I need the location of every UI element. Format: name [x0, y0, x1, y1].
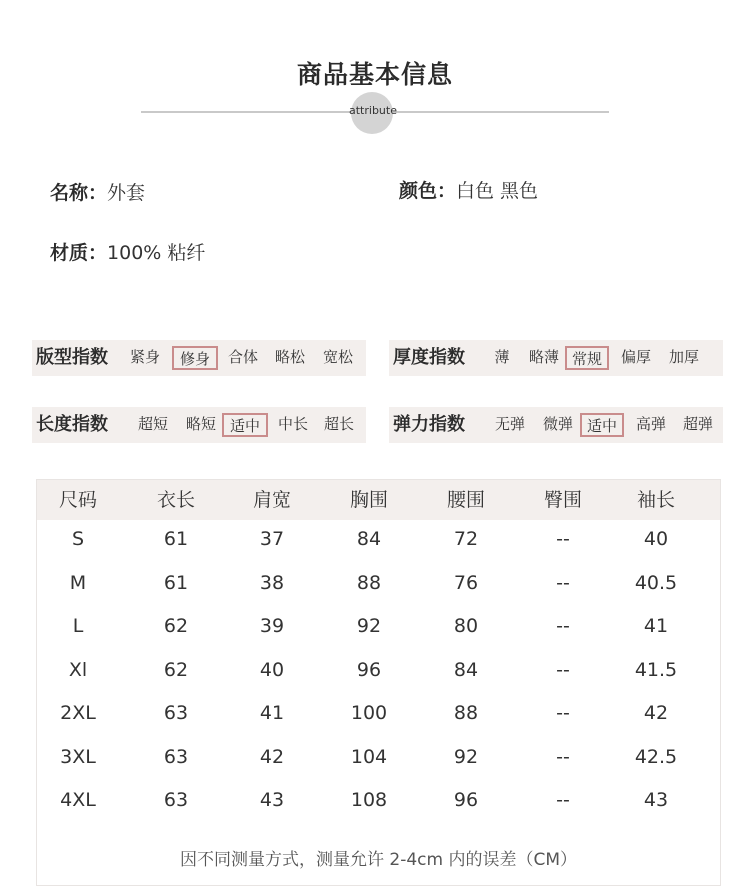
measurement-note: 因不同测量方式，测量允许 2-4cm 内的误差（CM） — [179, 850, 578, 870]
cell-chest: 96 — [356, 658, 382, 681]
cell-waist: 92 — [453, 745, 479, 768]
header-shoulder: 肩宽 — [252, 489, 291, 511]
cell-chest: 100 — [350, 702, 388, 724]
fit-option: 紧身 — [129, 348, 160, 366]
cell-sleeve: 40.5 — [634, 571, 678, 594]
cell-length: 61 — [163, 528, 189, 550]
cell-waist: 88 — [453, 702, 479, 724]
header-chest: 胸围 — [349, 489, 388, 511]
cell-sleeve: 42 — [643, 702, 669, 724]
cell-size: S — [71, 528, 85, 550]
header-waist: 腰围 — [446, 489, 485, 511]
thickness-option: 薄 — [494, 348, 510, 366]
header-length: 衣长 — [156, 489, 195, 511]
info-color — [399, 176, 538, 203]
cell-size: 4XL — [60, 789, 96, 811]
info-name-label: 名称： — [50, 182, 108, 204]
header-hip: 臀围 — [543, 489, 582, 511]
size-table — [36, 479, 721, 886]
elasticity-option: 无弹 — [494, 415, 525, 433]
header-size: 尺码 — [58, 489, 97, 511]
cell-shoulder: 37 — [259, 528, 285, 550]
cell-size: L — [72, 615, 84, 637]
cell-length: 63 — [163, 702, 189, 724]
cell-shoulder: 43 — [259, 789, 285, 811]
info-material-value: 100% 粘纤 — [107, 242, 206, 264]
cell-hip: -- — [556, 702, 570, 724]
fit-option: 宽松 — [322, 348, 353, 366]
header-sleeve: 袖长 — [636, 489, 675, 511]
cell-shoulder: 42 — [259, 745, 285, 768]
cell-length: 63 — [163, 745, 189, 768]
cell-size: M — [69, 571, 87, 594]
fit-option-selected: 修身 — [172, 346, 218, 370]
length-option: 超短 — [137, 415, 168, 433]
cell-shoulder: 40 — [259, 658, 285, 681]
length-option-selected: 适中 — [222, 413, 268, 437]
cell-hip: -- — [556, 615, 570, 637]
cell-waist: 80 — [453, 615, 479, 637]
cell-waist: 96 — [453, 789, 479, 811]
cell-hip: -- — [556, 571, 570, 594]
cell-chest: 84 — [356, 528, 382, 550]
info-color-value: 白色 黑色 — [456, 180, 539, 202]
fit-option: 合体 — [227, 348, 258, 366]
cell-hip: -- — [556, 658, 570, 681]
cell-waist: 84 — [453, 658, 479, 681]
page-title: 商品基本信息 — [296, 60, 453, 89]
cell-chest: 104 — [350, 745, 388, 768]
cell-sleeve: 43 — [643, 789, 669, 811]
size-table-header — [37, 480, 720, 520]
elasticity-option: 高弹 — [635, 415, 666, 433]
cell-waist: 72 — [453, 528, 479, 550]
cell-size: 3XL — [60, 745, 96, 768]
index-length — [32, 407, 366, 443]
cell-hip: -- — [556, 528, 570, 550]
cell-shoulder: 41 — [259, 702, 285, 724]
index-fit — [32, 340, 366, 376]
cell-length: 62 — [163, 615, 189, 637]
cell-chest: 88 — [356, 571, 382, 594]
cell-length: 61 — [163, 571, 189, 594]
cell-chest: 92 — [356, 615, 382, 637]
cell-chest: 108 — [350, 789, 388, 811]
length-option: 略短 — [185, 415, 216, 433]
elasticity-option: 微弹 — [542, 415, 573, 433]
length-option: 中长 — [277, 415, 308, 433]
index-thickness — [389, 340, 723, 376]
info-material — [50, 238, 205, 265]
cell-sleeve: 41.5 — [634, 658, 678, 681]
thickness-option-selected: 常规 — [565, 346, 609, 370]
index-elasticity-title: 弹力指数 — [393, 414, 465, 435]
index-elasticity — [389, 407, 723, 443]
info-material-label: 材质： — [50, 242, 108, 264]
page-subtitle: attribute — [349, 104, 397, 117]
length-option: 超长 — [323, 415, 354, 433]
index-fit-title: 版型指数 — [36, 347, 108, 368]
cell-sleeve: 42.5 — [634, 745, 678, 768]
thickness-option: 略薄 — [528, 348, 559, 366]
elasticity-option-selected: 适中 — [580, 413, 624, 437]
cell-size: Xl — [68, 658, 88, 681]
info-name-value: 外套 — [107, 182, 146, 204]
cell-length: 63 — [163, 789, 189, 811]
cell-sleeve: 41 — [643, 615, 669, 637]
cell-shoulder: 39 — [259, 615, 285, 637]
info-name — [50, 178, 145, 205]
cell-sleeve: 40 — [643, 528, 669, 550]
thickness-option: 偏厚 — [620, 348, 651, 366]
cell-hip: -- — [556, 789, 570, 811]
cell-shoulder: 38 — [259, 571, 285, 594]
elasticity-option: 超弹 — [682, 415, 713, 433]
info-color-label: 颜色： — [399, 180, 457, 202]
fit-option: 略松 — [274, 348, 305, 366]
thickness-option: 加厚 — [668, 348, 699, 366]
index-thickness-title: 厚度指数 — [393, 347, 465, 368]
cell-length: 62 — [163, 658, 189, 681]
cell-waist: 76 — [453, 571, 479, 594]
index-length-title: 长度指数 — [36, 414, 108, 435]
cell-size: 2XL — [60, 702, 96, 724]
cell-hip: -- — [556, 745, 570, 768]
